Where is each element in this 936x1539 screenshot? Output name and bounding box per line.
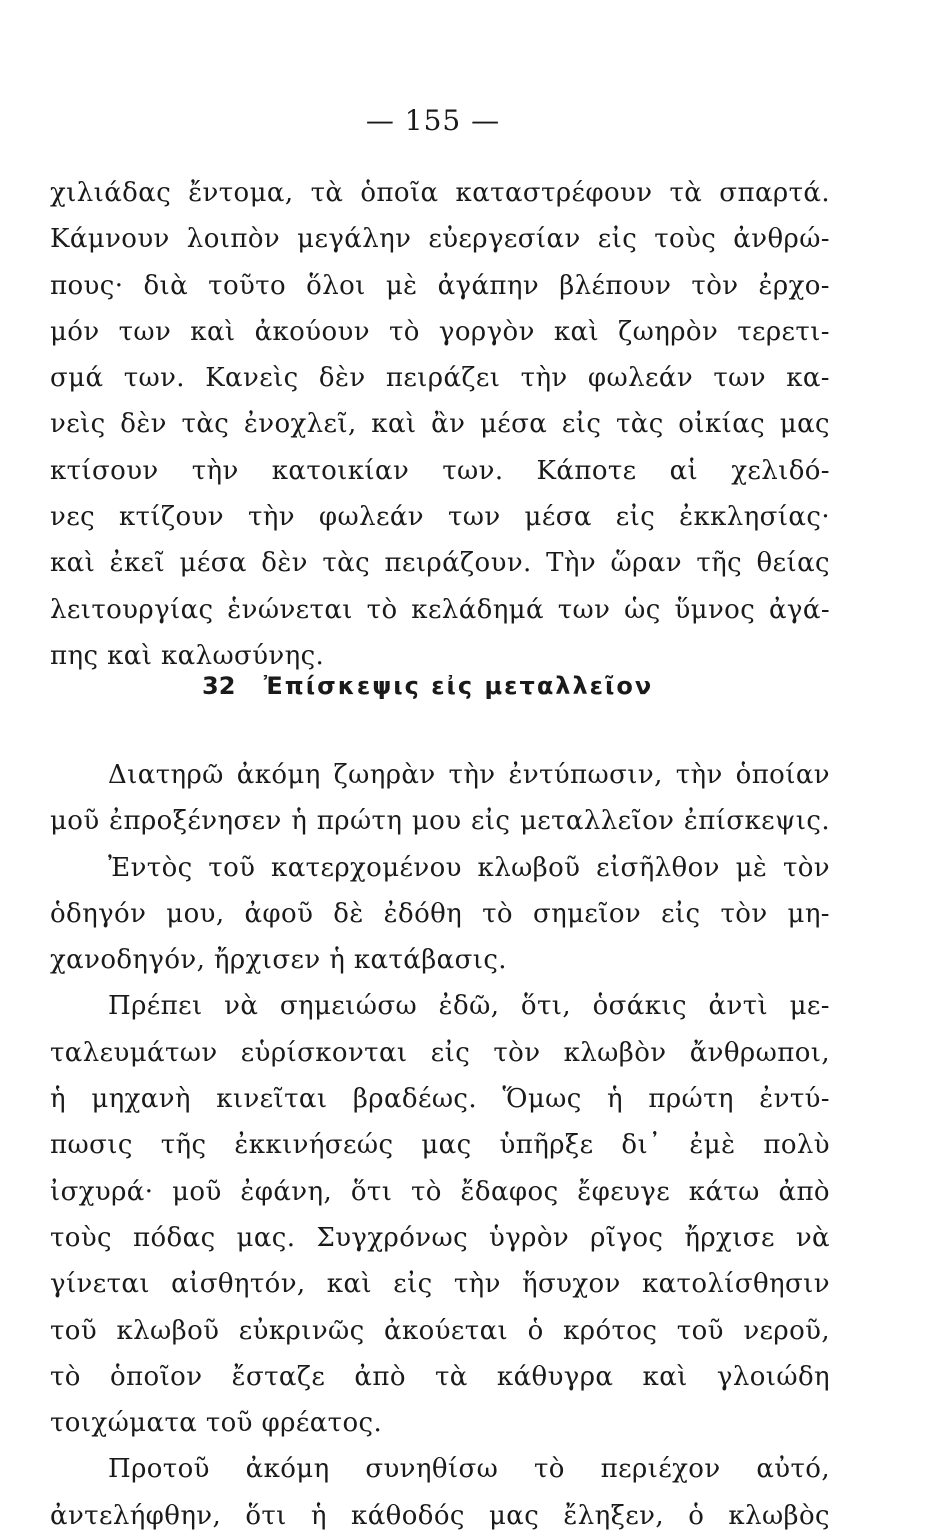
text-line: χιλιάδας ἔντομα, τὰ ὁποῖα καταστρέφουν τὰ σπαρτά. bbox=[50, 178, 830, 208]
text-line: τὸ ὁποῖον ἔσταζε ἀπὸ τὰ κάθυγρα καὶ γλοιώδη bbox=[50, 1361, 830, 1392]
section-title: Ἐπίσκεψις εἰς μεταλλεῖον bbox=[263, 672, 654, 700]
text-line: πους· διὰ τοῦτο ὅλοι μὲ ἀγάπην βλέπουν τὸν ἐρχο- bbox=[50, 270, 830, 301]
text-line: ταλευμάτων εὑρίσκονται εἰς τὸν κλωβὸν ἄνθρωποι, bbox=[50, 1037, 830, 1068]
text-line: καὶ ἐκεῖ μέσα δὲν τὰς πειράζουν. Τὴν ὥραν τῆς θείας bbox=[50, 548, 830, 579]
text-line: κτίσουν τὴν κατοικίαν των. Κάποτε αἱ χελιδό- bbox=[50, 455, 830, 486]
page-number: — 155 — bbox=[365, 104, 501, 137]
text-line: χανοδηγόν, ἤρχισεν ἡ κατάβασις. bbox=[50, 945, 507, 976]
text-line: Διατηρῶ ἀκόμη ζωηρὰν τὴν ἐντύπωσιν, τὴν ὁποίαν bbox=[108, 760, 830, 790]
text-line: τοιχώματα τοῦ φρέατος. bbox=[50, 1408, 383, 1439]
text-line: τοῦ κλωβοῦ εὐκρινῶς ἀκούεται ὁ κρότος τοῦ νεροῦ, bbox=[50, 1315, 830, 1346]
section-number: 32 bbox=[202, 672, 236, 700]
text-line: μόν των καὶ ἀκούουν τὸ γοργὸν καὶ ζωηρὸν τερετι- bbox=[50, 316, 830, 347]
text-line: νεὶς δὲν τὰς ἐνοχλεῖ, καὶ ἂν μέσα εἰς τὰς οἰκίας μας bbox=[50, 409, 830, 440]
text-line: Προτοῦ ἀκόμη συνηθίσω τὸ περιέχον αὐτό, bbox=[108, 1454, 830, 1485]
text-line: ἰσχυρά· μοῦ ἐφάνη, ὅτι τὸ ἔδαφος ἔφευγε κάτω ἀπὸ bbox=[50, 1176, 830, 1207]
text-line: Κάμνουν λοιπὸν μεγάλην εὐεργεσίαν εἰς τοὺς ἀνθρώ- bbox=[50, 224, 830, 255]
text-line: ὁδηγόν μου, ἀφοῦ δὲ ἐδόθη τὸ σημεῖον εἰς τὸν μη- bbox=[50, 898, 830, 929]
text-line: γίνεται αἰσθητόν, καὶ εἰς τὴν ἥσυχον κατολίσθησιν bbox=[50, 1269, 830, 1300]
paragraph-swallows bbox=[50, 170, 830, 679]
text-line: ἀντελήφθην, ὅτι ἡ κάθοδός μας ἔληξεν, ὁ κλωβὸς bbox=[50, 1500, 830, 1531]
text-line: μοῦ ἐπροξένησεν ἡ πρώτη μου εἰς μεταλλεῖον ἐπίσκεψις. bbox=[50, 806, 830, 837]
text-line: πωσις τῆς ἐκκινήσεώς μας ὑπῆρξε δι᾿ ἐμὲ πολὺ bbox=[50, 1130, 830, 1161]
text-line: λειτουργίας ἑνώνεται τὸ κελάδημά των ὡς ὕμνος ἀγά- bbox=[50, 594, 830, 625]
text-line: Πρέπει νὰ σημειώσω ἐδῶ, ὅτι, ὁσάκις ἀντὶ με- bbox=[108, 991, 830, 1022]
section-heading bbox=[202, 672, 653, 700]
section-body bbox=[50, 752, 830, 1539]
text-line: τοὺς πόδας μας. Συγχρόνως ὑγρὸν ρῖγος ἤρχισε νὰ bbox=[50, 1222, 830, 1253]
text-line: πης καὶ καλωσύνης. bbox=[50, 640, 325, 671]
text-line: νες κτίζουν τὴν φωλεάν των μέσα εἰς ἐκκλησίας· bbox=[50, 502, 830, 533]
text-line: Ἐντὸς τοῦ κατερχομένου κλωβοῦ εἰσῆλθον μὲ τὸν bbox=[108, 852, 830, 883]
text-line: ἡ μηχανὴ κινεῖται βραδέως. Ὅμως ἡ πρώτη ἐντύ- bbox=[50, 1084, 830, 1115]
text-line: σμά των. Κανεὶς δὲν πειράζει τὴν φωλεάν των κα- bbox=[50, 363, 830, 394]
